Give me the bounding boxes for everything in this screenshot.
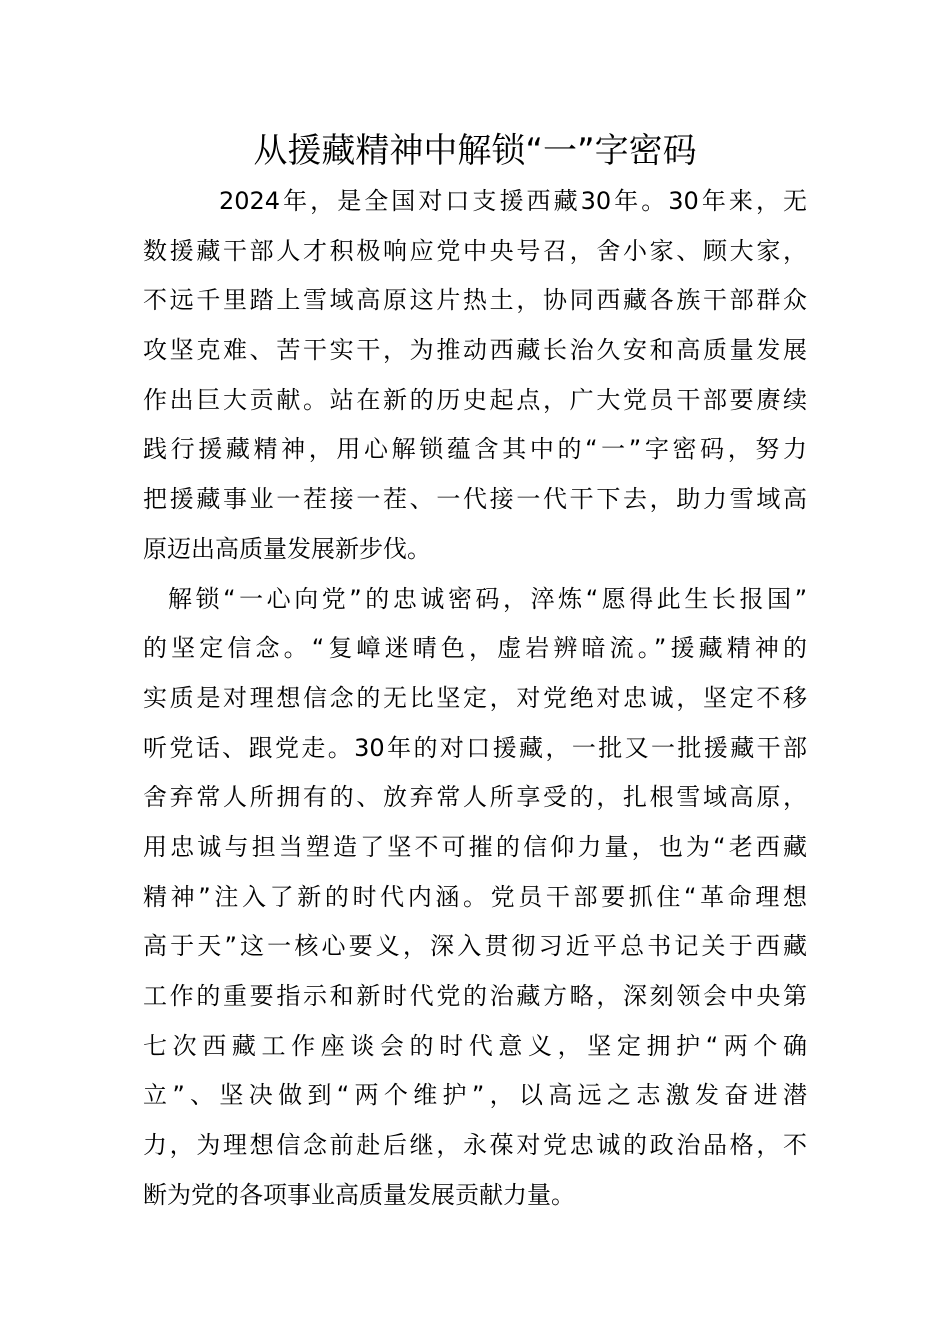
- paragraph-line: 用忠诚与担当塑造了坚不可摧的信仰力量，也为“老西藏: [143, 833, 807, 861]
- paragraph-line: 不远千里踏上雪域高原这片热土，协同西藏各族干部群众: [143, 286, 807, 314]
- paragraph-line: 立”、坚决做到“两个维护”，以高远之志激发奋进潜: [143, 1081, 807, 1109]
- paragraph-line: 精神”注入了新的时代内涵。党员干部要抓住“革命理想: [143, 883, 807, 911]
- paragraph-line: 攻坚克难、苦干实干，为推动西藏长治久安和高质量发展: [143, 336, 807, 364]
- paragraph-line: 七次西藏工作座谈会的时代意义，坚定拥护“两个确: [143, 1032, 807, 1060]
- paragraph-line: 实质是对理想信念的无比坚定，对党绝对忠诚，坚定不移: [143, 684, 807, 712]
- paragraph-line: 践行援藏精神，用心解锁蕴含其中的“一”字密码，努力: [143, 435, 807, 463]
- paragraph-line: 数援藏干部人才积极响应党中央号召，舍小家、顾大家，: [143, 237, 807, 265]
- paragraph-line: 的坚定信念。“复嶂迷晴色，虚岩辨暗流。”援藏精神的: [143, 634, 807, 662]
- document-title: 从援藏精神中解锁“一”字密码: [253, 131, 697, 171]
- paragraph-line: 原迈出高质量发展新步伐。: [143, 535, 431, 563]
- paragraph-line: 2024年，是全国对口支援西藏30年。30年来，无: [219, 187, 807, 215]
- paragraph-line: 把援藏事业一茬接一茬、一代接一代干下去，助力雪域高: [143, 485, 807, 513]
- paragraph-line: 解锁“一心向党”的忠诚密码，淬炼“愿得此生长报国”: [168, 585, 807, 613]
- paragraph-line: 高于天”这一核心要义，深入贯彻习近平总书记关于西藏: [143, 932, 807, 960]
- paragraph-line: 力，为理想信念前赴后继，永葆对党忠诚的政治品格，不: [143, 1131, 807, 1159]
- paragraph-line: 听党话、跟党走。30年的对口援藏，一批又一批援藏干部: [143, 734, 807, 762]
- paragraph-line: 舍弃常人所拥有的、放弃常人所享受的，扎根雪域高原，: [143, 783, 807, 811]
- paragraph-line: 断为党的各项事业高质量发展贡献力量。: [143, 1181, 575, 1209]
- paragraph-line: 作出巨大贡献。站在新的历史起点，广大党员干部要赓续: [143, 386, 807, 414]
- paragraph-line: 工作的重要指示和新时代党的治藏方略，深刻领会中央第: [143, 982, 807, 1010]
